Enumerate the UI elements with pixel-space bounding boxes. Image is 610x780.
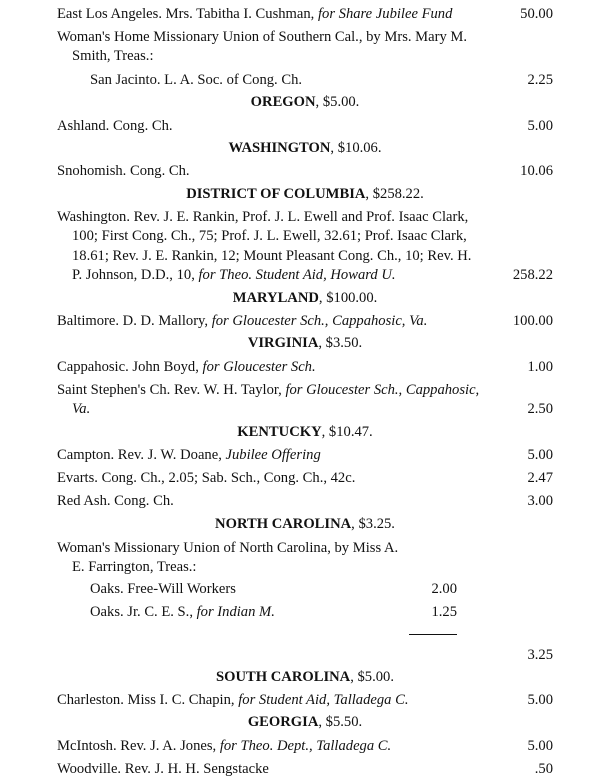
amount: .50 <box>534 761 553 777</box>
amount: 5.00 <box>527 118 553 134</box>
entry-mcintosh: McIntosh. Rev. J. A. Jones, for Theo. Dept., Talladega C. <box>57 738 392 754</box>
entry-oaks-jr-ces: Oaks. Jr. C. E. S., for Indian M. <box>90 604 275 620</box>
amount: 3.25 <box>527 647 553 663</box>
entry-oaks-free-will: Oaks. Free-Will Workers <box>90 581 236 597</box>
amount: 258.22 <box>512 267 553 283</box>
entry-line: Woman's Home Missionary Union of Southern Cal., by Mrs. Mary M. <box>57 29 468 45</box>
entry-baltimore: Baltimore. D. D. Mallory, for Gloucester Sch., Cappahosic, Va. <box>57 313 428 329</box>
entry-ashland: Ashland. Cong. Ch. <box>57 118 173 134</box>
amount: 10.06 <box>520 163 553 179</box>
entry-line: 100; First Cong. Ch., 75; Prof. J. L. Ewell, 32.61; Prof. Isaac Clark, <box>72 228 467 244</box>
entry-cappahosic: Cappahosic. John Boyd, for Gloucester Sch. <box>57 359 316 375</box>
entry-line: Woman's Missionary Union of North Carolina, by Miss A. <box>57 540 399 556</box>
amount: 2.50 <box>527 401 553 417</box>
state-heading-maryland: MARYLAND, $100.00. <box>232 290 378 306</box>
entry-campton: Campton. Rev. J. W. Doane, Jubilee Offering <box>57 447 321 463</box>
entry-evarts: Evarts. Cong. Ch., 2.05; Sab. Sch., Cong. Ch., 42c. <box>57 470 356 486</box>
state-heading-south-carolina: SOUTH CAROLINA, $5.00. <box>216 669 394 685</box>
amount: 50.00 <box>520 6 553 22</box>
amount: 2.47 <box>527 470 553 486</box>
entry-red-ash: Red Ash. Cong. Ch. <box>57 493 174 509</box>
entry-east-los-angeles: East Los Angeles. Mrs. Tabitha I. Cushman, for Share Jubilee Fund <box>57 6 453 22</box>
amount: 2.25 <box>527 72 553 88</box>
entry-line: Saint Stephen's Ch. Rev. W. H. Taylor, for Gloucester Sch., Cappahosic, <box>57 382 480 398</box>
state-heading-north-carolina: NORTH CAROLINA, $3.25. <box>215 516 395 532</box>
amount: 100.00 <box>512 313 553 329</box>
state-heading-virginia: VIRGINIA, $3.50. <box>247 335 363 351</box>
entry-charleston: Charleston. Miss I. C. Chapin, for Student Aid, Talladega C. <box>57 692 409 708</box>
state-heading-washington: WASHINGTON, $10.06. <box>228 140 382 156</box>
entry-line: E. Farrington, Treas.: <box>72 559 197 575</box>
entry-snohomish: Snohomish. Cong. Ch. <box>57 163 190 179</box>
sub-amount: 2.00 <box>431 581 457 597</box>
state-heading-oregon: OREGON, $5.00. <box>250 94 360 110</box>
amount: 5.00 <box>527 738 553 754</box>
subtotal-rule <box>409 634 457 635</box>
entry-line: Smith, Treas.: <box>72 48 154 64</box>
state-heading-kentucky: KENTUCKY, $10.47. <box>237 424 373 440</box>
entry-woodville: Woodville. Rev. J. H. H. Sengstacke <box>57 761 269 777</box>
state-heading-georgia: GEORGIA, $5.50. <box>247 714 363 730</box>
entry-line: Va. <box>72 401 91 417</box>
entry-san-jacinto: San Jacinto. L. A. Soc. of Cong. Ch. <box>90 72 303 88</box>
entry-line: 18.61; Rev. J. E. Rankin, 12; Mount Pleasant Cong. Ch., 10; Rev. H. <box>72 248 472 264</box>
state-heading-dc: DISTRICT OF COLUMBIA, $258.22. <box>186 186 424 202</box>
amount: 1.00 <box>527 359 553 375</box>
amount: 3.00 <box>527 493 553 509</box>
amount: 5.00 <box>527 692 553 708</box>
entry-line: Washington. Rev. J. E. Rankin, Prof. J. L. Ewell and Prof. Isaac Clark, <box>57 209 469 225</box>
sub-amount: 1.25 <box>431 604 457 620</box>
entry-line: P. Johnson, D.D., 10, for Theo. Student Aid, Howard U. <box>72 267 396 283</box>
amount: 5.00 <box>527 447 553 463</box>
